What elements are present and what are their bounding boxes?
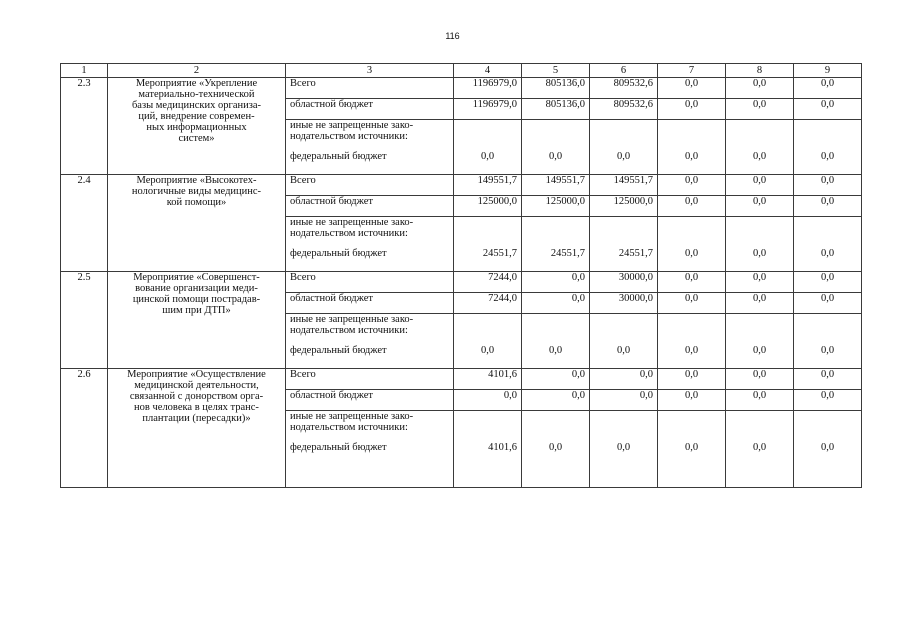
empty-cell-col-4 (454, 411, 522, 442)
value-cell-federal-col-6: 24551,7 (590, 247, 658, 272)
value-cell-regional-col-9: 0,0 (794, 293, 862, 314)
value-cell-total-col-6: 0,0 (590, 369, 658, 390)
source-other: иные не запрещенные зако- нодательством источники: (286, 411, 454, 442)
empty-cell-col-7 (658, 411, 726, 442)
header-cell-col-4: 4 (454, 64, 522, 78)
empty-cell-col-4 (454, 217, 522, 248)
empty-cell-col-5 (522, 411, 590, 442)
value-cell-regional-col-6: 30000,0 (590, 293, 658, 314)
table-row-total (61, 369, 862, 390)
source-regional: областной бюджет (286, 390, 454, 411)
empty-cell-col-4 (454, 120, 522, 151)
header-cell-col-3: 3 (286, 64, 454, 78)
empty-cell-col-7 (658, 314, 726, 345)
value-cell-total-col-5: 0,0 (522, 272, 590, 293)
source-total: Всего (286, 369, 454, 390)
value-cell-federal-col-9: 0,0 (794, 441, 862, 488)
empty-cell-col-5 (522, 217, 590, 248)
table-row-total (61, 272, 862, 293)
value-cell-regional-col-7: 0,0 (658, 390, 726, 411)
empty-cell-col-9 (794, 120, 862, 151)
source-other: иные не запрещенные зако- нодательством источники: (286, 314, 454, 345)
header-cell-col-9: 9 (794, 64, 862, 78)
value-cell-total-col-7: 0,0 (658, 78, 726, 99)
source-other: иные не запрещенные зако- нодательством источники: (286, 217, 454, 248)
source-federal: федеральный бюджет (286, 247, 454, 272)
value-cell-regional-col-5: 0,0 (522, 390, 590, 411)
value-cell-total-col-5: 149551,7 (522, 175, 590, 196)
header-cell-col-1: 1 (61, 64, 108, 78)
header-cell-col-2: 2 (108, 64, 286, 78)
value-cell-total-col-7: 0,0 (658, 272, 726, 293)
value-cell-regional-col-5: 125000,0 (522, 196, 590, 217)
value-cell-regional-col-4: 7244,0 (454, 293, 522, 314)
empty-cell-col-8 (726, 411, 794, 442)
empty-cell-col-7 (658, 217, 726, 248)
table-row-total (61, 175, 862, 196)
table-body (61, 64, 862, 488)
empty-cell-col-9 (794, 217, 862, 248)
value-cell-federal-col-9: 0,0 (794, 150, 862, 175)
header-cell-col-8: 8 (726, 64, 794, 78)
value-cell-federal-col-6: 0,0 (590, 441, 658, 488)
empty-cell-col-8 (726, 314, 794, 345)
value-cell-total-col-5: 0,0 (522, 369, 590, 390)
value-cell-total-col-6: 149551,7 (590, 175, 658, 196)
value-cell-federal-col-7: 0,0 (658, 441, 726, 488)
page-number: 116 (445, 31, 460, 41)
value-cell-federal-col-4: 0,0 (454, 150, 522, 175)
empty-cell-col-6 (590, 217, 658, 248)
value-cell-total-col-8: 0,0 (726, 369, 794, 390)
value-cell-federal-col-9: 0,0 (794, 344, 862, 369)
table-row-total (61, 78, 862, 99)
budget-table (60, 63, 862, 488)
header-cell-col-7: 7 (658, 64, 726, 78)
value-cell-total-col-8: 0,0 (726, 272, 794, 293)
value-cell-regional-col-5: 805136,0 (522, 99, 590, 120)
value-cell-federal-col-5: 0,0 (522, 150, 590, 175)
row-number: 2.5 (61, 272, 108, 369)
value-cell-total-col-7: 0,0 (658, 369, 726, 390)
value-cell-total-col-4: 4101,6 (454, 369, 522, 390)
value-cell-regional-col-8: 0,0 (726, 293, 794, 314)
value-cell-regional-col-6: 809532,6 (590, 99, 658, 120)
event-description: Мероприятие «Высокотех- нологичные виды медицинс- кой помощи» (108, 175, 286, 272)
value-cell-regional-col-7: 0,0 (658, 99, 726, 120)
row-number: 2.6 (61, 369, 108, 488)
value-cell-federal-col-7: 0,0 (658, 150, 726, 175)
header-cell-col-5: 5 (522, 64, 590, 78)
empty-cell-col-8 (726, 120, 794, 151)
empty-cell-col-7 (658, 120, 726, 151)
empty-cell-col-6 (590, 411, 658, 442)
value-cell-federal-col-8: 0,0 (726, 344, 794, 369)
value-cell-regional-col-8: 0,0 (726, 390, 794, 411)
value-cell-total-col-9: 0,0 (794, 175, 862, 196)
value-cell-regional-col-4: 1196979,0 (454, 99, 522, 120)
source-total: Всего (286, 175, 454, 196)
value-cell-total-col-9: 0,0 (794, 78, 862, 99)
source-other: иные не запрещенные зако- нодательством источники: (286, 120, 454, 151)
value-cell-regional-col-6: 0,0 (590, 390, 658, 411)
value-cell-federal-col-5: 0,0 (522, 441, 590, 488)
event-description: Мероприятие «Укрепление материально-технической базы медицинских организа- ций, внедрение современ- ных информационных систем» (108, 78, 286, 175)
header-cell-col-6: 6 (590, 64, 658, 78)
value-cell-federal-col-4: 0,0 (454, 344, 522, 369)
value-cell-total-col-4: 149551,7 (454, 175, 522, 196)
value-cell-total-col-6: 30000,0 (590, 272, 658, 293)
empty-cell-col-6 (590, 120, 658, 151)
value-cell-regional-col-9: 0,0 (794, 196, 862, 217)
empty-cell-col-8 (726, 217, 794, 248)
value-cell-federal-col-4: 4101,6 (454, 441, 522, 488)
event-description: Мероприятие «Совершенст- вование организации меди- цинской помощи пострадав- шим при ДТП» (108, 272, 286, 369)
source-regional: областной бюджет (286, 196, 454, 217)
empty-cell-col-9 (794, 411, 862, 442)
empty-cell-col-6 (590, 314, 658, 345)
value-cell-federal-col-4: 24551,7 (454, 247, 522, 272)
value-cell-total-col-7: 0,0 (658, 175, 726, 196)
value-cell-total-col-6: 809532,6 (590, 78, 658, 99)
value-cell-total-col-4: 1196979,0 (454, 78, 522, 99)
value-cell-total-col-9: 0,0 (794, 369, 862, 390)
value-cell-federal-col-8: 0,0 (726, 150, 794, 175)
value-cell-total-col-8: 0,0 (726, 78, 794, 99)
value-cell-federal-col-6: 0,0 (590, 344, 658, 369)
source-regional: областной бюджет (286, 99, 454, 120)
value-cell-regional-col-8: 0,0 (726, 196, 794, 217)
source-total: Всего (286, 272, 454, 293)
source-federal: федеральный бюджет (286, 441, 454, 488)
value-cell-federal-col-5: 0,0 (522, 344, 590, 369)
event-description: Мероприятие «Осуществление медицинской деятельности, связанной с донорством орга- нов человека в целях транс- плантации (пересадки)» (108, 369, 286, 488)
value-cell-regional-col-9: 0,0 (794, 390, 862, 411)
empty-cell-col-9 (794, 314, 862, 345)
row-number: 2.4 (61, 175, 108, 272)
value-cell-regional-col-4: 0,0 (454, 390, 522, 411)
value-cell-federal-col-8: 0,0 (726, 441, 794, 488)
empty-cell-col-5 (522, 314, 590, 345)
source-federal: федеральный бюджет (286, 344, 454, 369)
value-cell-regional-col-4: 125000,0 (454, 196, 522, 217)
source-regional: областной бюджет (286, 293, 454, 314)
source-federal: федеральный бюджет (286, 150, 454, 175)
source-total: Всего (286, 78, 454, 99)
value-cell-total-col-9: 0,0 (794, 272, 862, 293)
value-cell-total-col-4: 7244,0 (454, 272, 522, 293)
empty-cell-col-4 (454, 314, 522, 345)
value-cell-regional-col-6: 125000,0 (590, 196, 658, 217)
value-cell-total-col-5: 805136,0 (522, 78, 590, 99)
value-cell-regional-col-5: 0,0 (522, 293, 590, 314)
header-row (61, 64, 862, 78)
value-cell-regional-col-7: 0,0 (658, 196, 726, 217)
value-cell-federal-col-7: 0,0 (658, 247, 726, 272)
row-number: 2.3 (61, 78, 108, 175)
value-cell-federal-col-9: 0,0 (794, 247, 862, 272)
value-cell-regional-col-8: 0,0 (726, 99, 794, 120)
empty-cell-col-5 (522, 120, 590, 151)
value-cell-federal-col-5: 24551,7 (522, 247, 590, 272)
value-cell-federal-col-6: 0,0 (590, 150, 658, 175)
value-cell-federal-col-8: 0,0 (726, 247, 794, 272)
value-cell-regional-col-7: 0,0 (658, 293, 726, 314)
value-cell-total-col-8: 0,0 (726, 175, 794, 196)
value-cell-federal-col-7: 0,0 (658, 344, 726, 369)
value-cell-regional-col-9: 0,0 (794, 99, 862, 120)
